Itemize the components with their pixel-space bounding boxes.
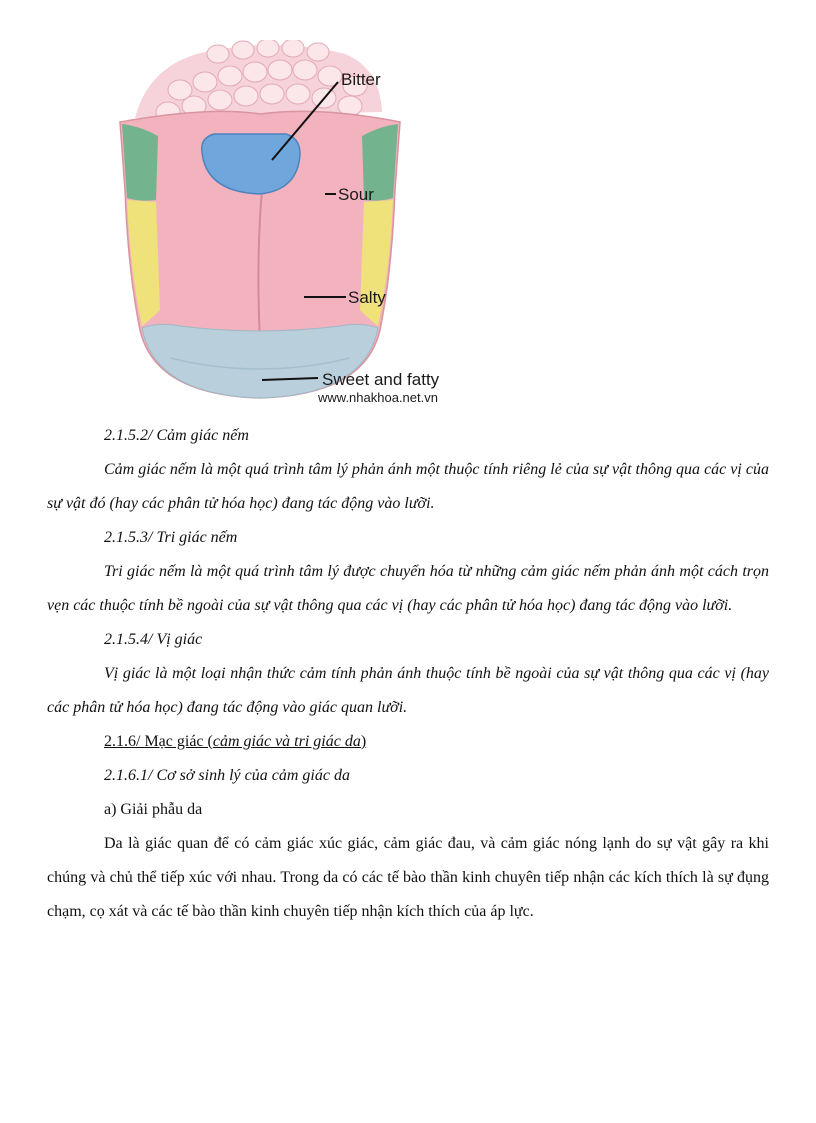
heading-2-1-6-suffix: )	[360, 733, 367, 750]
paragraph-vi-giac: Vị giác là một loại nhận thức cảm tính phản ánh thuộc tính bề ngoài của sự vật thông qua các vị (hay các phân tử hóa học) đang tác động vào giác quan lưỡi.	[47, 665, 769, 716]
paragraph-tri-giac-nem: Tri giác nếm là một quá trình tâm lý được chuyển hóa từ những cảm giác nếm phản ánh một cách trọn vẹn các thuộc tính bề ngoài của sự vật thông qua các vị (hay các phân tử hóa học) đang tác động vào lưỡi.	[47, 563, 769, 614]
heading-2-1-6-1: 2.1.6.1/ Cơ sở sinh lý của cảm giác da	[104, 767, 350, 784]
salty-zone-right	[360, 200, 393, 326]
document-body	[47, 419, 769, 929]
label-sweet-fatty: Sweet and fatty	[322, 370, 440, 389]
heading-2-1-6	[47, 725, 769, 759]
heading-2-1-5-4: 2.1.5.4/ Vị giác	[104, 631, 203, 648]
label-salty: Salty	[348, 288, 386, 307]
paragraph-giai-phau-da: Da là giác quan để có cảm giác xúc giác, cảm giác đau, và cảm giác nóng lạnh do sự vật gây ra khi chúng và chủ thể tiếp xúc với nhau. Trong da có các tế bào thần kinh chuyên tiếp nhận các kích thích là sự đụng chạm, cọ xát và các tế bào thần kinh chuyên tiếp nhận kích thích của áp lực.	[47, 835, 769, 920]
heading-2-1-6-prefix: 2.1.6/ Mạc giác (	[104, 733, 213, 750]
watermark-url: www.nhakhoa.net.vn	[318, 390, 438, 405]
tongue-taste-map-figure	[110, 40, 470, 410]
salty-zone-left	[127, 200, 160, 326]
heading-2-1-5-2: 2.1.5.2/ Cảm giác nếm	[104, 427, 249, 444]
heading-2-1-5-3: 2.1.5.3/ Tri giác nếm	[104, 529, 238, 546]
sour-zone-left	[122, 124, 158, 201]
heading-2-1-6-italic: cảm giác và tri giác da	[212, 733, 361, 750]
paragraph-cam-giac-nem: Cảm giác nếm là một quá trình tâm lý phản ánh một thuộc tính riêng lẻ của sự vật thông qua các vị của sự vật đó (hay các phân tử hóa học) đang tác động vào lưỡi.	[47, 461, 769, 512]
label-sour: Sour	[338, 185, 374, 204]
tongue-diagram	[110, 40, 470, 410]
label-bitter: Bitter	[341, 70, 381, 89]
heading-giai-phau-da: a) Giải phẫu da	[104, 801, 203, 818]
